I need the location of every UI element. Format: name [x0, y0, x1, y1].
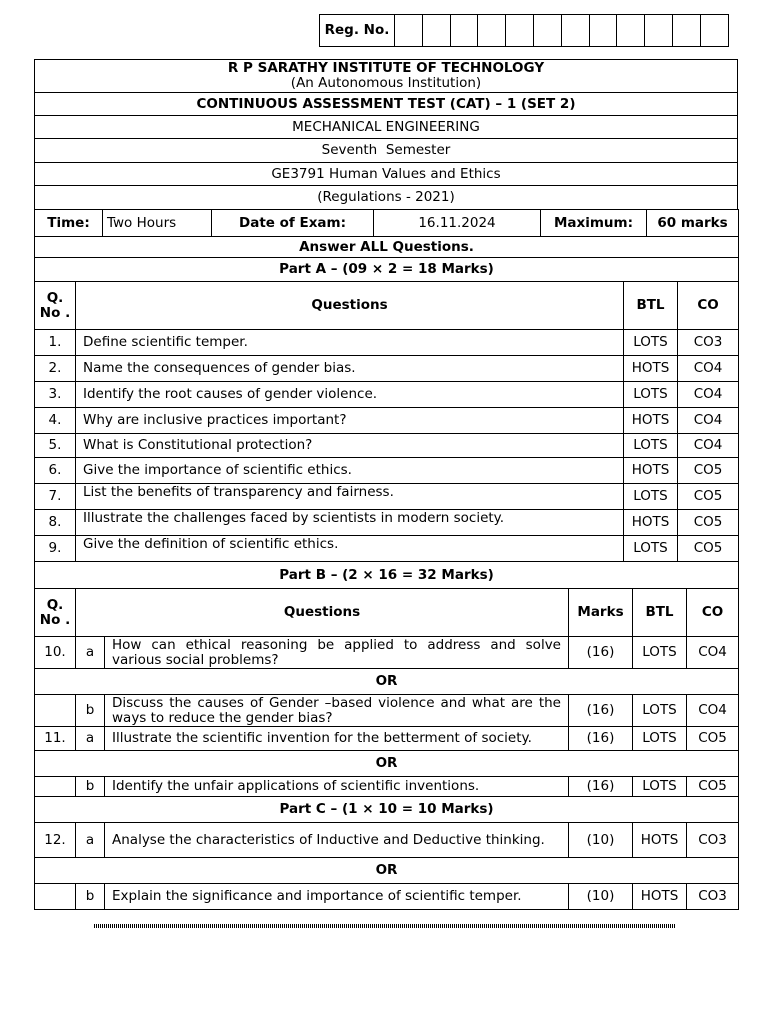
part-c-title: Part C – (1 × 10 = 10 Marks)	[35, 797, 739, 823]
marks-header: Marks	[569, 589, 633, 637]
question-number: 10.	[35, 637, 76, 669]
test-title: CONTINUOUS ASSESSMENT TEST (CAT) – 1 (SET 2)	[35, 93, 738, 116]
reg-no-cell	[506, 15, 534, 47]
sub-question-label: a	[76, 727, 105, 751]
part-a-title: Part A – (09 × 2 = 18 Marks)	[35, 258, 739, 282]
co-value: CO5	[678, 458, 739, 484]
co-header: CO	[678, 282, 739, 330]
btl-value: HOTS	[624, 458, 678, 484]
table-row	[35, 330, 739, 356]
institution-name: R P SARATHY INSTITUTE OF TECHNOLOGY	[227, 60, 545, 76]
question-text: Identify the unfair applications of scientific inventions.	[105, 777, 569, 797]
reg-no-cell	[672, 15, 700, 47]
department: MECHANICAL ENGINEERING	[35, 116, 738, 139]
reg-no-cell	[533, 15, 561, 47]
question-text: Illustrate the scientific invention for the betterment of society.	[105, 727, 569, 751]
question-number: 11.	[35, 727, 76, 751]
btl-value: HOTS	[624, 510, 678, 536]
table-row	[35, 727, 739, 751]
co-value: CO4	[678, 382, 739, 408]
marks-value: (16)	[569, 695, 633, 727]
question-text: Give the importance of scientific ethics.	[76, 458, 624, 484]
qno-header: Q. No .	[35, 589, 76, 637]
co-value: CO4	[678, 434, 739, 458]
reg-no-cell	[645, 15, 673, 47]
table-row	[35, 510, 739, 536]
table-row	[35, 536, 739, 562]
date-label: Date of Exam:	[212, 210, 374, 237]
instruction: Answer ALL Questions.	[35, 237, 739, 258]
question-number: 6.	[35, 458, 76, 484]
btl-value: HOTS	[624, 408, 678, 434]
exam-info-row	[34, 209, 739, 237]
question-text: What is Constitutional protection?	[76, 434, 624, 458]
co-value: CO4	[687, 637, 739, 669]
sub-question-label: b	[76, 777, 105, 797]
marks-value: (16)	[569, 637, 633, 669]
maximum-label: Maximum:	[541, 210, 647, 237]
co-value: CO4	[678, 408, 739, 434]
co-value: CO5	[687, 777, 739, 797]
table-row	[35, 637, 739, 669]
question-text: Define scientific temper.	[76, 330, 624, 356]
exam-header	[34, 59, 738, 210]
regulations: (Regulations - 2021)	[35, 186, 738, 210]
or-divider: OR	[35, 751, 739, 777]
institution-cell	[35, 60, 738, 93]
question-text: Why are inclusive practices important?	[76, 408, 624, 434]
table-row	[35, 356, 739, 382]
semester: Seventh Semester	[35, 139, 738, 163]
part-a-table	[34, 236, 739, 562]
marks-value: (10)	[569, 884, 633, 910]
time-label: Time:	[35, 210, 103, 237]
btl-header: BTL	[633, 589, 687, 637]
part-b-table	[34, 561, 739, 797]
table-row	[35, 484, 739, 510]
table-row	[35, 408, 739, 434]
questions-header: Questions	[76, 282, 624, 330]
reg-no-cell	[700, 15, 728, 47]
btl-value: LOTS	[633, 727, 687, 751]
question-text: Analyse the characteristics of Inductive and Deductive thinking.	[105, 823, 569, 858]
end-of-paper-divider	[94, 924, 676, 928]
reg-no-cell	[478, 15, 506, 47]
sub-question-label: b	[76, 695, 105, 727]
btl-value: LOTS	[624, 434, 678, 458]
co-value: CO3	[687, 823, 739, 858]
btl-header: BTL	[624, 282, 678, 330]
marks-value: (10)	[569, 823, 633, 858]
maximum-value: 60 marks	[647, 210, 739, 237]
reg-no-cell	[395, 15, 423, 47]
sub-question-label: a	[76, 637, 105, 669]
time-value: Two Hours	[103, 210, 212, 237]
question-text: Discuss the causes of Gender –based violence and what are the ways to reduce the gender bias?	[105, 695, 569, 727]
or-divider: OR	[35, 669, 739, 695]
co-header: CO	[687, 589, 739, 637]
question-number: 7.	[35, 484, 76, 510]
table-row	[35, 458, 739, 484]
question-number: 12.	[35, 823, 76, 858]
questions-header: Questions	[76, 589, 569, 637]
marks-value: (16)	[569, 727, 633, 751]
table-row	[35, 434, 739, 458]
btl-value: LOTS	[624, 536, 678, 562]
btl-value: HOTS	[624, 356, 678, 382]
co-value: CO5	[678, 484, 739, 510]
reg-no-cell	[589, 15, 617, 47]
qno-header: Q. No .	[35, 282, 76, 330]
question-text: Give the definition of scientific ethics.	[76, 536, 624, 562]
question-text: Identify the root causes of gender violence.	[76, 382, 624, 408]
co-value: CO4	[678, 356, 739, 382]
reg-no-cell	[561, 15, 589, 47]
co-value: CO5	[678, 510, 739, 536]
co-value: CO5	[678, 536, 739, 562]
empty-cell	[35, 884, 76, 910]
question-text: Illustrate the challenges faced by scientists in modern society.	[76, 510, 624, 536]
course-title: GE3791 Human Values and Ethics	[35, 163, 738, 186]
co-value: CO3	[678, 330, 739, 356]
question-number: 2.	[35, 356, 76, 382]
reg-no-box	[319, 14, 729, 47]
question-number: 5.	[35, 434, 76, 458]
empty-cell	[35, 777, 76, 797]
question-number: 3.	[35, 382, 76, 408]
empty-cell	[35, 695, 76, 727]
btl-value: LOTS	[633, 637, 687, 669]
table-row	[35, 823, 739, 858]
question-text: Name the consequences of gender bias.	[76, 356, 624, 382]
question-number: 9.	[35, 536, 76, 562]
sub-question-label: a	[76, 823, 105, 858]
btl-value: LOTS	[633, 777, 687, 797]
question-text: List the benefits of transparency and fairness.	[76, 484, 624, 510]
reg-no-cell	[617, 15, 645, 47]
table-row	[35, 884, 739, 910]
question-number: 8.	[35, 510, 76, 536]
table-row	[35, 695, 739, 727]
institution-subtitle: (An Autonomous Institution)	[290, 75, 482, 91]
question-text: Explain the significance and importance of scientific temper.	[105, 884, 569, 910]
sub-question-label: b	[76, 884, 105, 910]
btl-value: LOTS	[624, 484, 678, 510]
btl-value: LOTS	[624, 382, 678, 408]
co-value: CO4	[687, 695, 739, 727]
btl-value: HOTS	[633, 823, 687, 858]
question-number: 4.	[35, 408, 76, 434]
part-c-table	[34, 796, 739, 910]
co-value: CO3	[687, 884, 739, 910]
or-divider: OR	[35, 858, 739, 884]
question-text: How can ethical reasoning be applied to address and solve various social problems?	[105, 637, 569, 669]
reg-no-cell	[422, 15, 450, 47]
reg-no-label: Reg. No.	[320, 15, 395, 47]
reg-no-cell	[450, 15, 478, 47]
table-row	[35, 777, 739, 797]
part-b-title: Part B – (2 × 16 = 32 Marks)	[35, 562, 739, 589]
co-value: CO5	[687, 727, 739, 751]
btl-value: HOTS	[633, 884, 687, 910]
question-number: 1.	[35, 330, 76, 356]
date-value: 16.11.2024	[374, 210, 541, 237]
btl-value: LOTS	[624, 330, 678, 356]
table-row	[35, 382, 739, 408]
marks-value: (16)	[569, 777, 633, 797]
btl-value: LOTS	[633, 695, 687, 727]
